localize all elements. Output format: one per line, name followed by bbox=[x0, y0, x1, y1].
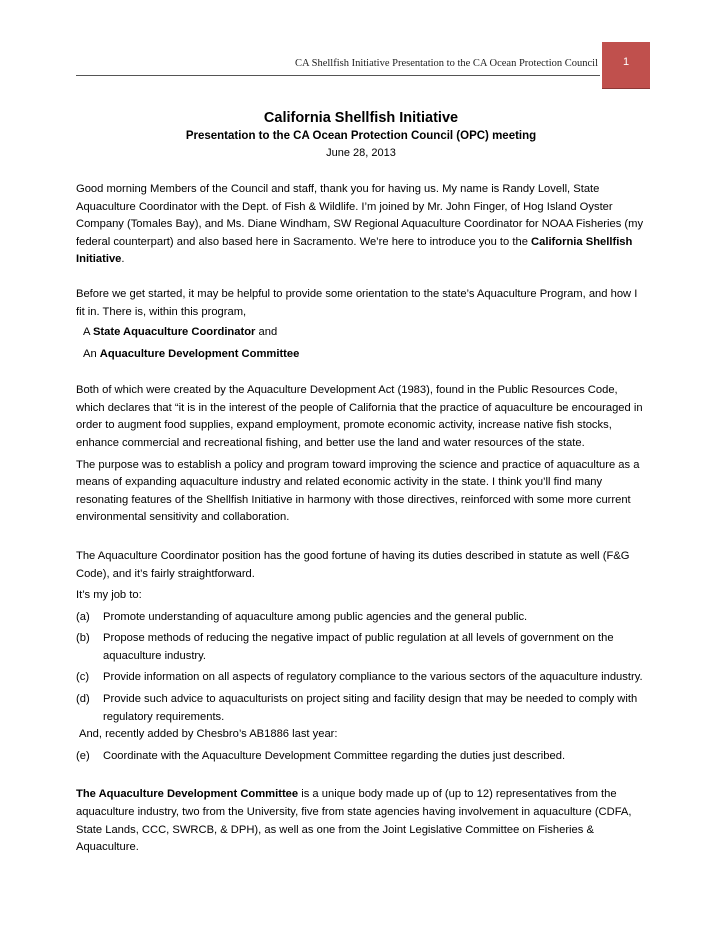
duty-mark: (d) bbox=[76, 693, 90, 706]
duty-text: Provide such advice to aquaculturists on project siting and facility design that may be needed to comply with regulatory requirements. bbox=[103, 693, 638, 723]
item-b-bold: Aquaculture Development Committee bbox=[99, 348, 300, 361]
committee-bold: The Aquaculture Development Committee bbox=[76, 788, 299, 801]
duty-item-c bbox=[76, 669, 646, 687]
program-item-coordinator bbox=[76, 321, 646, 343]
document-subtitle: Presentation to the CA Ocean Protection Council (OPC) meeting bbox=[185, 130, 537, 142]
program-item-committee bbox=[76, 343, 646, 365]
intro-paragraph bbox=[76, 181, 646, 269]
coordinator-paragraph: The Aquaculture Coordinator position has the good fortune of having its duties described in statute as well (F&G Code), and it’s fairly straightforward. bbox=[76, 549, 630, 580]
duty-text: Coordinate with the Aquaculture Development Committee regarding the duties just described. bbox=[103, 749, 566, 762]
duty-mark: (c) bbox=[76, 671, 90, 684]
document-title: California Shellfish Initiative bbox=[263, 110, 459, 126]
committee-paragraph bbox=[76, 786, 646, 856]
page-number: 1 bbox=[622, 56, 630, 68]
intro-end: . bbox=[121, 253, 125, 266]
duty-item-a bbox=[76, 609, 646, 627]
intro-bold: California Shellfish Initiative bbox=[76, 235, 633, 266]
duty-text: Promote understanding of aquaculture among public agencies and the general public. bbox=[103, 610, 528, 623]
item-a-prefix: A bbox=[83, 326, 93, 339]
document-date: June 28, 2013 bbox=[326, 147, 396, 159]
duty-mark: (b) bbox=[76, 632, 90, 645]
duty-item-b bbox=[76, 630, 646, 665]
item-a-suffix: and bbox=[255, 326, 278, 339]
item-a-bold: State Aquaculture Coordinator bbox=[92, 326, 256, 339]
committee-text: is a unique body made up of (up to 12) representatives from the aquaculture industry, two from the University, five from state agencies having involvement in aquaculture (CDFA, State Lands, CCC, SWRCB, & DPH), as well as one from the Joint Legislative Committee on Fisheries & Aquaculture. bbox=[76, 788, 632, 854]
purpose-paragraph: The purpose was to establish a policy and program toward improving the science and practice of aquaculture as a means of expanding aquaculture industry and related economic activity in the state. I think you’ll find many resonating features of the Shellfish Initiative in harmony with those directives, reinforced with some more current environmental sensitivity and collaboration. bbox=[76, 458, 640, 524]
orientation-paragraph: Before we get started, it may be helpful to provide some orientation to the state’s Aquaculture Program, and how I fit in. There is, within this program, bbox=[76, 287, 638, 318]
header-rule bbox=[76, 75, 600, 76]
duty-mark: (a) bbox=[76, 610, 90, 623]
added-note: And, recently added by Chesbro’s AB1886 last year: bbox=[79, 728, 338, 741]
duty-text: Provide information on all aspects of regulatory compliance to the various sectors of the aquaculture industry. bbox=[103, 671, 643, 684]
running-header: CA Shellfish Initiative Presentation to the CA Ocean Protection Council bbox=[295, 58, 598, 69]
duty-mark: (e) bbox=[76, 749, 90, 762]
duties-intro: It’s my job to: bbox=[76, 589, 142, 602]
duty-item-e bbox=[76, 748, 646, 766]
document-body bbox=[76, 108, 646, 857]
intro-text: Good morning Members of the Council and staff, thank you for having us. My name is Randy Lovell, State Aquaculture Coordinator with the Dept. of Fish & Wildlife. I’m joined by Mr. John Finger, of Hog Island Oyster Company (Tomales Bay), and Ms. Diane Windham, SW Regional Aquaculture Coordinator for NOAA Fisheries (my federal counterpart) and also based here in Sacramento. We’re here to introduce you to the bbox=[76, 183, 644, 248]
page-number-box bbox=[602, 42, 650, 89]
duty-text: Propose methods of reducing the negative impact of public regulation at all levels of government on the aquaculture industry. bbox=[103, 632, 614, 662]
duty-item-d bbox=[76, 691, 646, 726]
item-b-prefix: An bbox=[83, 348, 100, 361]
act-paragraph: Both of which were created by the Aquaculture Development Act (1983), found in the Public Resources Code, which declares that “it is in the interest of the people of California that the practice of aquaculture be encouraged in order to augment food supplies, expand employment, promote economic activity, increase native fish stocks, enhance commercial and recreational fishing, and better use the land and water resources of the state. bbox=[76, 384, 643, 449]
